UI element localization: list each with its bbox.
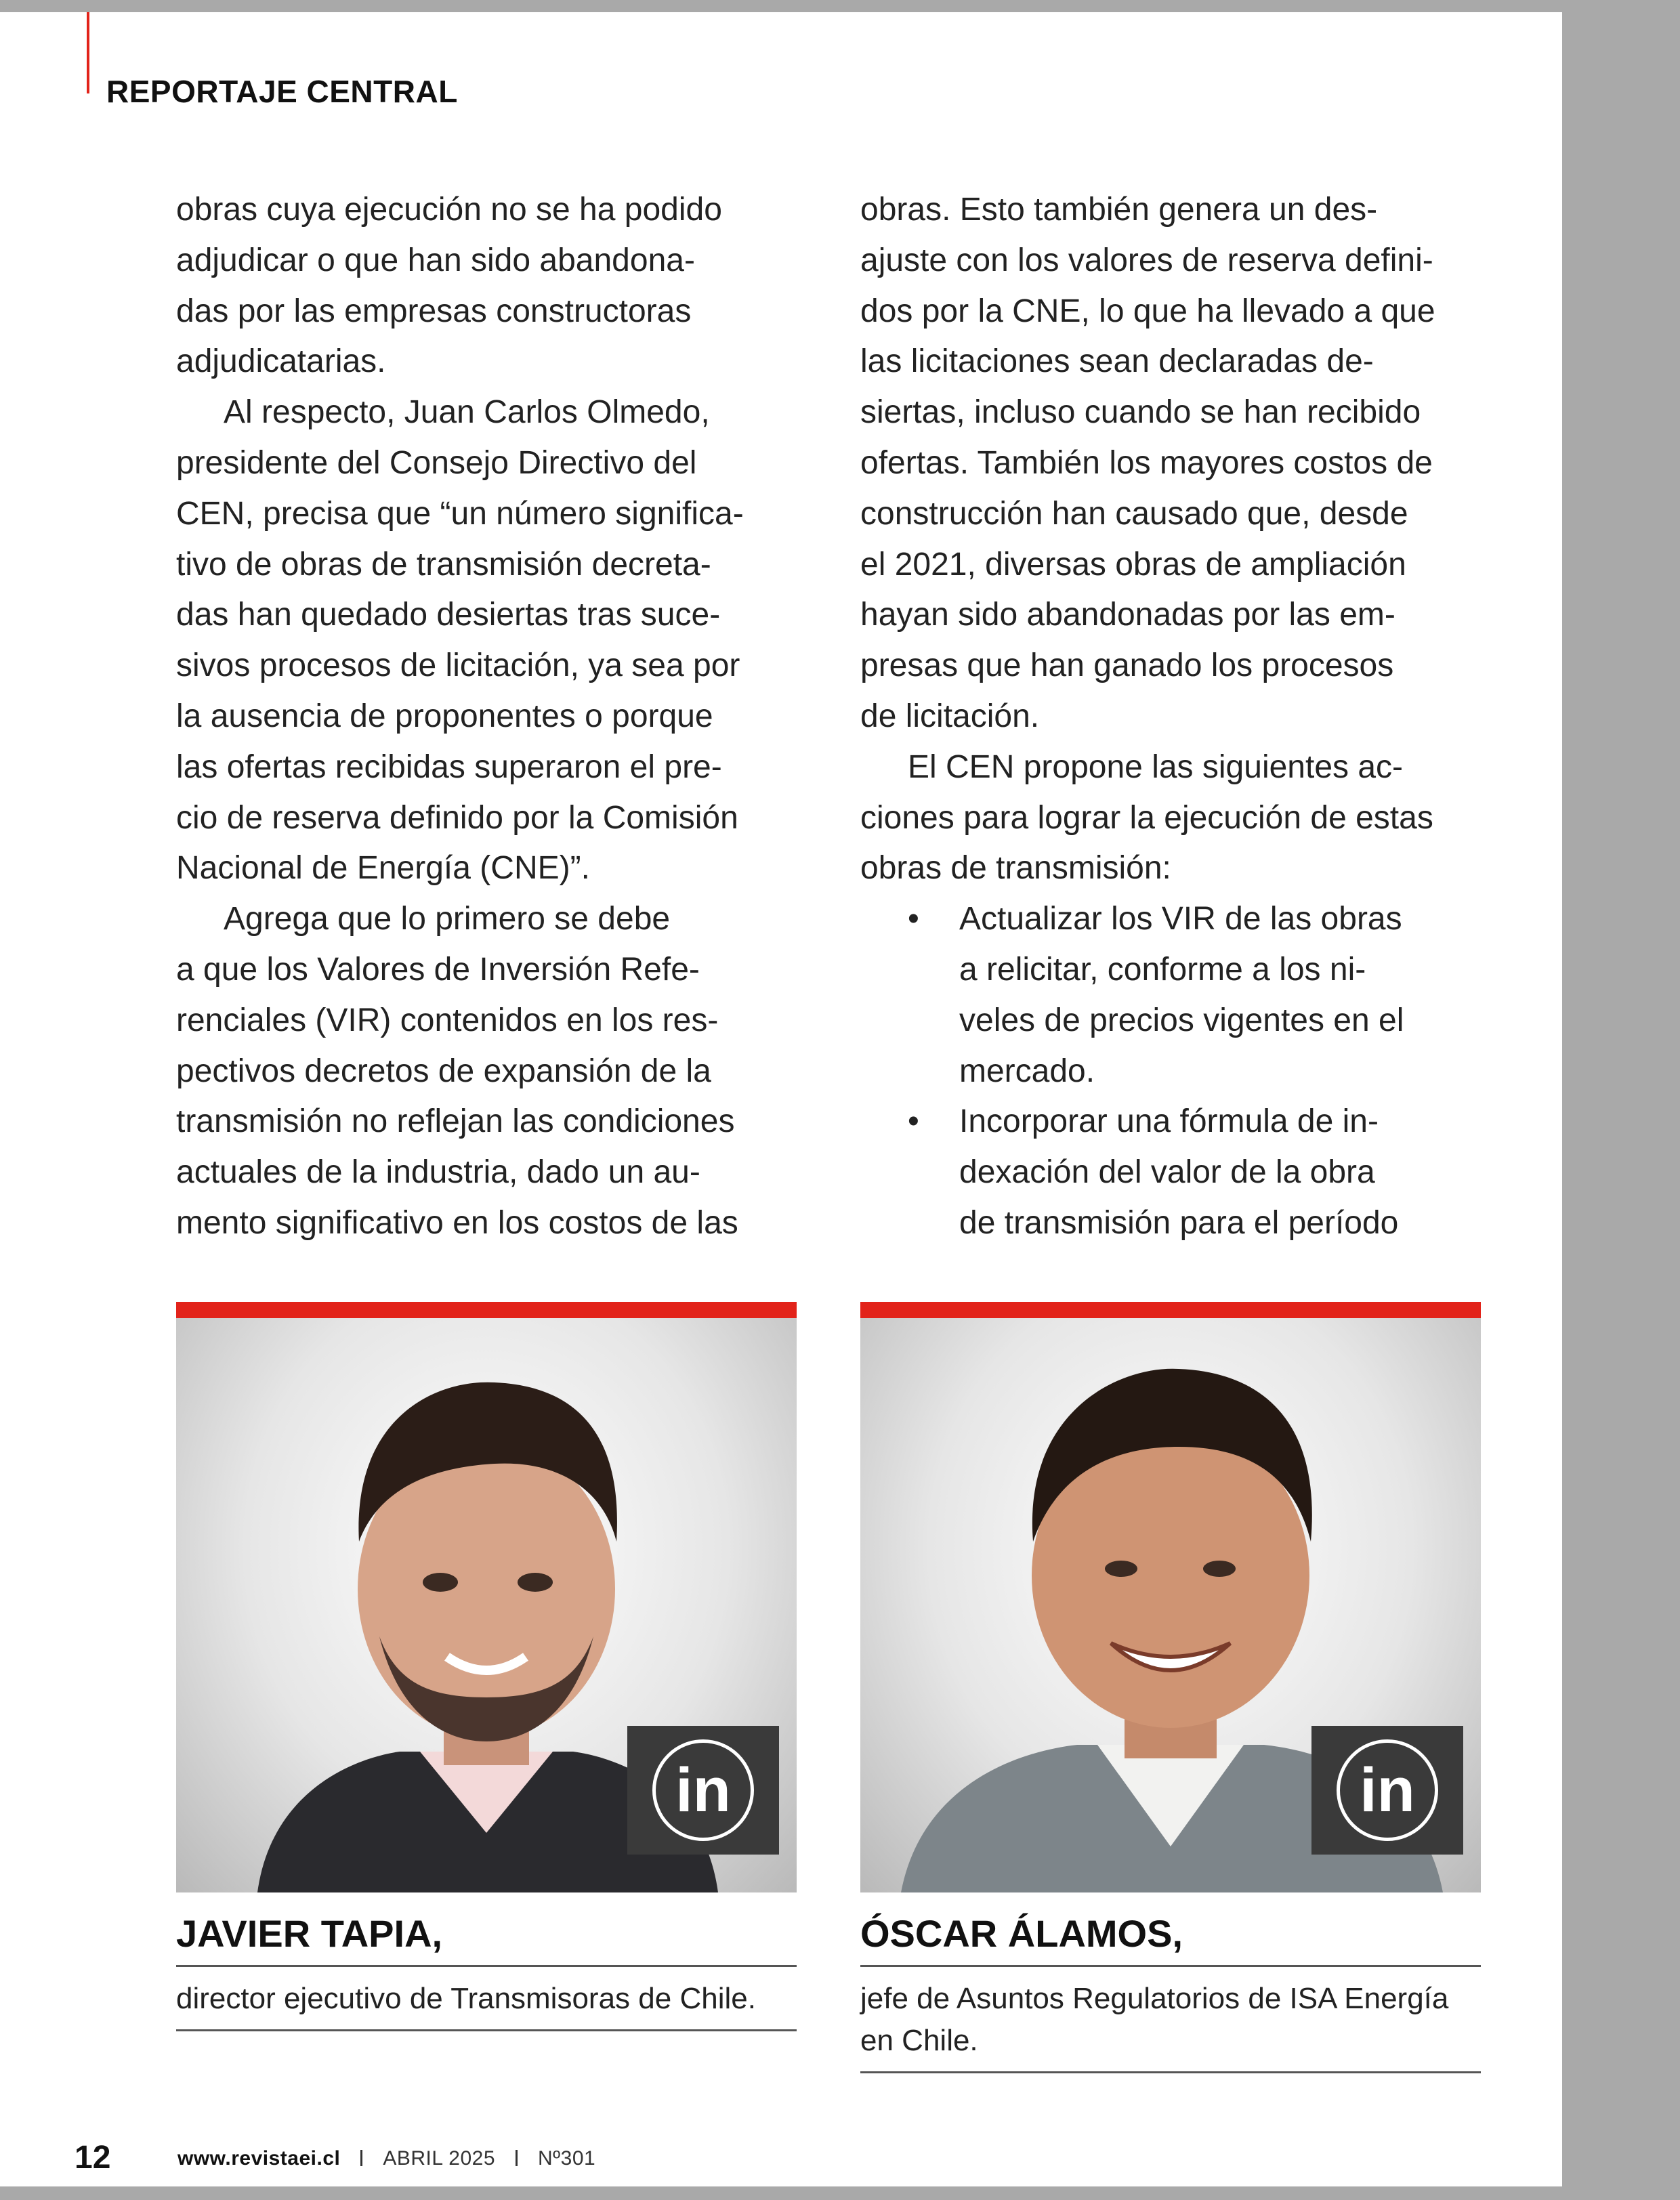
article-column-left <box>176 185 806 1249</box>
profile-name: JAVIER TAPIA, <box>176 1911 797 1967</box>
list-item: • Incorporar una fórmula de in- dexación del valor de la obra de transmisión para el período <box>860 1097 1497 1248</box>
website-link[interactable]: www.revistaei.cl <box>177 2147 341 2170</box>
linkedin-icon: in <box>1337 1739 1438 1841</box>
issue-date: ABRIL 2025 <box>383 2147 496 2170</box>
profile-role: director ejecutivo de Transmisoras de Chile. <box>176 1967 797 2031</box>
footer-meta <box>177 2147 595 2170</box>
proposal-list <box>860 894 1497 1249</box>
page-number: 12 <box>75 2140 111 2176</box>
section-accent-rule <box>87 12 89 93</box>
card-accent-bar <box>176 1302 797 1318</box>
profile-role: jefe de Asuntos Regulatorios de ISA Energía en Chile. <box>860 1967 1481 2073</box>
magazine-page <box>0 12 1562 2186</box>
bullet-icon: • <box>908 901 919 937</box>
profile-name: ÓSCAR ÁLAMOS, <box>860 1911 1481 1967</box>
linkedin-badge[interactable] <box>627 1726 779 1855</box>
paragraph: Agrega que lo primero se debe a que los Valores de Inversión Refe- renciales (VIR) contenidos en los res- pectivos decretos de expansión de la transmisión no reflejan las condiciones actuales de la industria, dado un au- mento significativo en los costos de las <box>176 901 738 1241</box>
list-item: • Actualizar los VIR de las obras a relicitar, conforme a los ni- veles de precios vigentes en el mercado. <box>860 894 1497 1097</box>
paragraph: obras. Esto también genera un des- ajuste con los valores de reserva defini- dos por la CNE, lo que ha llevado a que las licitaciones sean declaradas de- siertas, incluso cuando se han recibido ofertas. También los mayores costos de construcción han causado que, desde el 2021, diversas obras de ampliación hayan sido abandonadas por las em- presas que han ganado los procesos de licitación. <box>860 192 1435 734</box>
linkedin-icon: in <box>652 1739 754 1841</box>
linkedin-badge[interactable] <box>1311 1726 1463 1855</box>
page-footer <box>0 2139 1562 2180</box>
profile-card-oscar-alamos <box>860 1302 1481 2073</box>
issue-number: Nº301 <box>538 2147 596 2170</box>
paragraph: Al respecto, Juan Carlos Olmedo, presidente del Consejo Directivo del CEN, precisa que “un número significa- tivo de obras de transmisión decreta- das han quedado desiertas tras suce- sivos procesos de licitación, ya sea por la ausencia de proponentes o porque las ofertas recibidas superaron el pre- cio de reserva definido por la Comisión Nacional de Energía (CNE)”. <box>176 394 744 887</box>
divider <box>360 2150 362 2166</box>
section-title: REPORTAJE CENTRAL <box>106 74 458 109</box>
portrait-photo <box>176 1318 797 1892</box>
portrait-photo <box>860 1318 1481 1892</box>
bullet-icon: • <box>908 1103 919 1140</box>
article-column-right <box>860 185 1497 1249</box>
card-accent-bar <box>860 1302 1481 1318</box>
divider <box>516 2150 518 2166</box>
profile-card-javier-tapia <box>176 1302 797 2031</box>
paragraph: El CEN propone las siguientes ac- ciones para lograr la ejecución de estas obras de transmisión: <box>860 748 1433 887</box>
paragraph: obras cuya ejecución no se ha podido adjudicar o que han sido abandona- das por las empresas constructoras adjudicatarias. <box>176 192 722 380</box>
